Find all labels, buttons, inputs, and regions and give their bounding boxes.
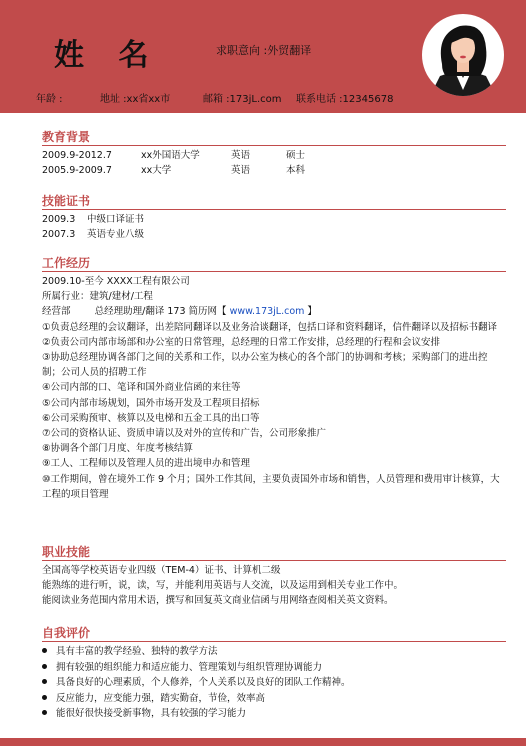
cert-name: 中级口译证书 (87, 214, 145, 225)
work-industry-line: 所属行业：建筑/建材/工程 (42, 291, 153, 303)
section-divider (42, 641, 506, 642)
education-row (42, 148, 506, 163)
self-eval-item (42, 675, 506, 691)
work-duty-item: ③协助总经理协调各部门之间的关系和工作，以办公室为核心的各个部门的协调和考核；采购部门的进出控制；公司人员的招聘工作 (42, 352, 488, 379)
work-position-text: 经营部 总经理助理/翻译 173 简历网【 (42, 306, 230, 318)
work-duty-item: ①负责总经理的会议翻译，出差陪同翻译以及业务洽谈翻译，包括口译和资料翻译，信件翻译以及招标书翻译 (42, 321, 498, 333)
work-duty-item: ⑧协调各个部门月度、年度考核结算 (42, 443, 194, 455)
section-title-work: 工作经历 (42, 256, 91, 270)
edu-major: 英语 (231, 150, 251, 161)
section-title-education: 教育背景 (42, 130, 91, 144)
section-divider (42, 209, 506, 210)
edu-degree: 硕士 (286, 150, 306, 161)
education-row (42, 163, 506, 178)
work-duty-item: ④公司内部的口、笔译和国外商业信函的来往等 (42, 382, 241, 394)
certificates-section (42, 192, 506, 242)
objective-label: 求职意向 : (216, 44, 268, 57)
cert-name: 英语专业八级 (87, 229, 145, 241)
candidate-name: 姓 名 (54, 38, 161, 73)
self-eval-text: 反应能力，应变能力强，踏实勤奋，节俭，效率高 (56, 692, 266, 704)
work-position-suffix: 】 (304, 306, 317, 318)
avatar (422, 14, 504, 96)
self-eval-item (42, 644, 506, 660)
skills-section (42, 543, 506, 609)
footer-band (0, 738, 526, 746)
education-section (42, 128, 506, 178)
phone-field: 联系电话 :12345678 (296, 94, 394, 105)
section-title-skills: 职业技能 (42, 545, 91, 559)
self-eval-item (42, 691, 506, 707)
edu-school: xx外国语大学 (141, 150, 200, 161)
section-divider (42, 560, 506, 561)
email-field: 邮箱 :173jL.com (203, 94, 282, 105)
objective-value: 外贸翻译 (267, 44, 312, 57)
edu-degree: 本科 (286, 165, 306, 177)
edu-period: 2009.9-2012.7 (42, 150, 112, 161)
work-duty-item: ⑤公司内部市场规划，国外市场开发及工程项目招标 (42, 397, 260, 409)
edu-major: 英语 (231, 165, 251, 177)
self-eval-item (42, 706, 506, 722)
work-duty-item: ⑦公司的资格认证、资质申请以及对外的宣传和广告，公司形象推广 (42, 428, 327, 440)
skill-line: 全国高等学校英语专业四级（TEM-4）证书、计算机二级 (42, 565, 281, 576)
work-company-line: 2009.10-至今 XXXX工程有限公司 (42, 276, 190, 287)
website-link[interactable]: www.173jL.com (229, 306, 305, 318)
cert-date: 2009.3 (42, 214, 76, 225)
job-objective (216, 42, 311, 58)
self-eval-text: 具有丰富的教学经验、独特的教学方法 (56, 646, 218, 657)
section-divider (42, 271, 506, 272)
self-eval-text: 拥有较强的组织能力和适应能力、管理策划与组织管理协调能力 (56, 661, 323, 673)
cert-date: 2007.3 (42, 229, 76, 241)
edu-period: 2005.9-2009.7 (42, 165, 112, 177)
age-field: 年龄 : (36, 94, 63, 105)
edu-school: xx大学 (141, 165, 172, 177)
section-title-certificates: 技能证书 (42, 194, 91, 208)
bullet-icon (42, 664, 47, 669)
self-eval-item (42, 660, 506, 676)
bullet-icon (42, 679, 47, 684)
self-eval-text: 能很好很快接受新事物，具有较强的学习能力 (56, 708, 247, 720)
certificate-row (42, 212, 506, 227)
header-band (0, 0, 526, 113)
work-section (42, 254, 506, 502)
work-duty-item: ⑨工人、工程师以及管理人员的进出境申办和管理 (42, 458, 251, 470)
work-duty-item: ⑥公司采购预审、核算以及电梯和五金工具的出口等 (42, 412, 260, 424)
skill-line: 能阅读业务范围内常用术语，撰写和回复英文商业信函与用网络查阅相关英文资料。 (42, 595, 394, 607)
address-field: 地址 :xx省xx市 (100, 94, 171, 105)
self-eval-section (42, 624, 506, 722)
bullet-icon (42, 710, 47, 715)
work-duty-item: ②负责公司内部市场部和办公室的日常管理，总经理的日常工作安排，总经理的行程和会议安排 (42, 336, 441, 348)
work-duty-item: ⑩工作期间，曾在境外工作 9 个月；国外工作其间，主要负责国外市场和销售，人员管理和费用审计核算，大工程的项目管理 (42, 473, 500, 500)
skill-line: 能熟练的进行听，说，读，写，并能利用英语与人交流，以及运用到相关专业工作中。 (42, 580, 404, 592)
certificate-row (42, 227, 506, 242)
section-title-self-eval: 自我评价 (42, 626, 91, 640)
section-divider (42, 145, 506, 146)
bullet-icon (42, 648, 47, 653)
avatar-illustration-icon (422, 14, 504, 96)
self-eval-text: 具备良好的心理素质，个人修养，个人关系以及良好的团队工作精神。 (56, 677, 351, 689)
contact-info-bar (0, 86, 526, 108)
bullet-icon (42, 695, 47, 700)
work-position-line (42, 304, 506, 319)
